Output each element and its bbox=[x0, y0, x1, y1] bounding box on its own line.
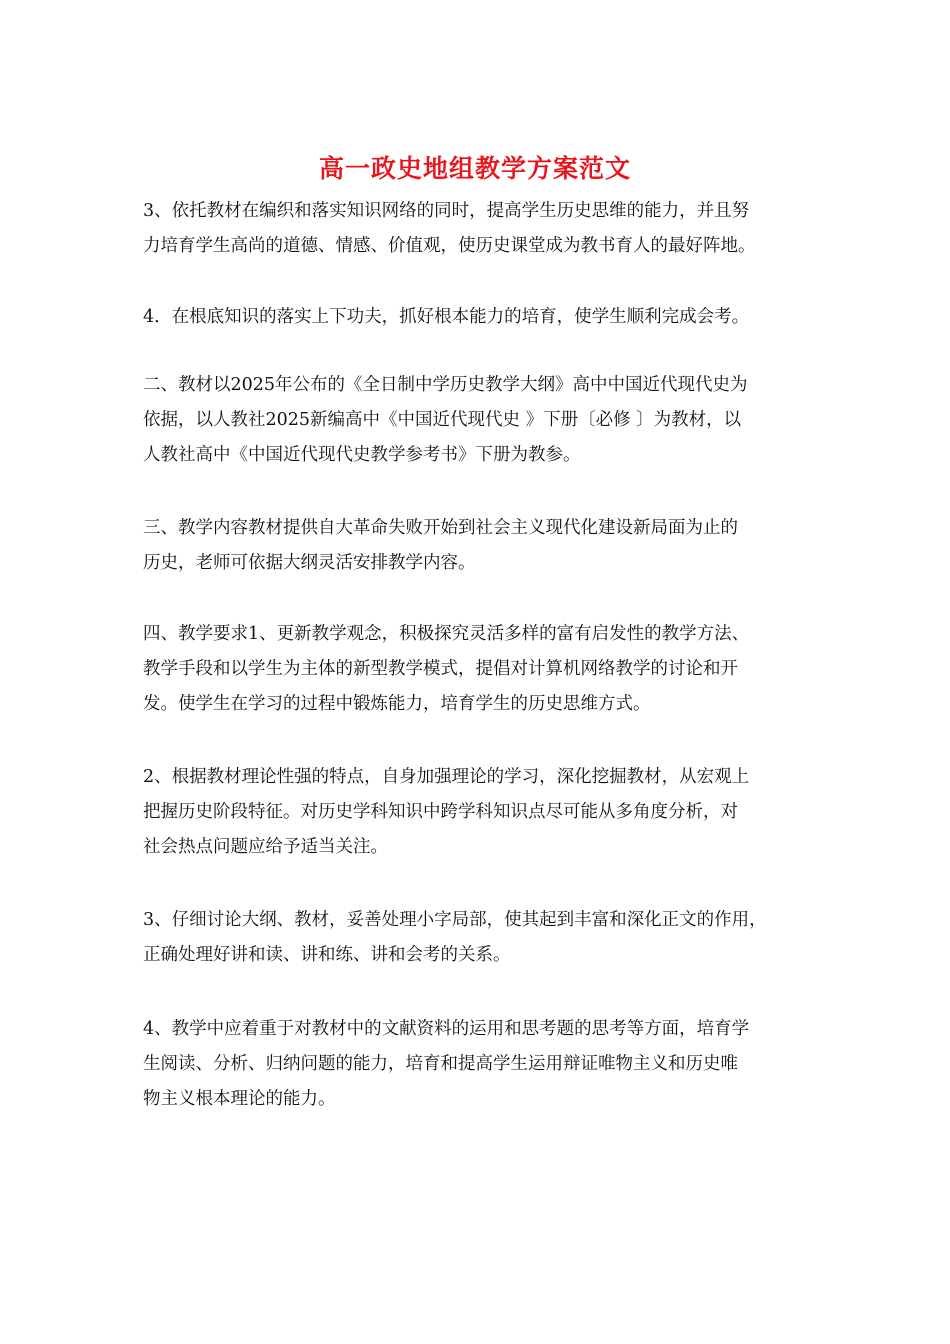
paragraph-line: 教学手段和以学生为主体的新型教学模式，提倡对计算机网络教学的讨论和开 bbox=[143, 659, 738, 679]
paragraph bbox=[143, 760, 815, 865]
paragraph bbox=[143, 903, 815, 973]
paragraph-line: 发。使学生在学习的过程中锻炼能力，培育学生的历史思维方式。 bbox=[143, 694, 651, 714]
paragraph bbox=[143, 1012, 815, 1117]
paragraph bbox=[143, 300, 815, 335]
paragraph bbox=[143, 194, 815, 264]
paragraph-line: 2、根据教材理论性强的特点，自身加强理论的学习，深化挖掘教材，从宏观上 bbox=[143, 767, 750, 787]
paragraph-line: 二、教材以2025年公布的《全日制中学历史教学大纲》高中中国近代现代史为 bbox=[143, 375, 748, 395]
document-title: 高一政史地组教学方案范文 bbox=[318, 154, 631, 183]
paragraph-line: 社会热点问题应给予适当关注。 bbox=[143, 837, 388, 857]
paragraph-line: 依据，以人教社2025新编高中《中国近代现代史 》下册〔必修 〕为教材，以 bbox=[143, 410, 742, 430]
paragraph-line: 4．在根底知识的落实上下功夫，抓好根本能力的培育，使学生顺利完成会考。 bbox=[143, 307, 750, 327]
paragraph-line: 历史，老师可依据大纲灵活安排教学内容。 bbox=[143, 553, 476, 573]
paragraph-line: 正确处理好讲和读、讲和练、讲和会考的关系。 bbox=[143, 945, 511, 965]
paragraph-line: 力培育学生高尚的道德、情感、价值观，使历史课堂成为教书育人的最好阵地。 bbox=[143, 236, 756, 256]
paragraph bbox=[143, 511, 815, 581]
paragraph-line: 3、依托教材在编织和落实知识网络的同时，提高学生历史思维的能力，并且努 bbox=[143, 201, 750, 221]
paragraph-line: 生阅读、分析、归纳问题的能力，培育和提高学生运用辩证唯物主义和历史唯 bbox=[143, 1054, 738, 1074]
paragraph-line: 把握历史阶段特征。对历史学科知识中跨学科知识点尽可能从多角度分析，对 bbox=[143, 802, 738, 822]
paragraph-line: 3、仔细讨论大纲、教材，妥善处理小字局部，使其起到丰富和深化正文的作用， bbox=[143, 910, 767, 930]
paragraph-line: 人教社高中《中国近代现代史教学参考书》下册为教参。 bbox=[143, 445, 581, 465]
paragraph-line: 三、教学内容教材提供自大革命失败开始到社会主义现代化建设新局面为止的 bbox=[143, 518, 738, 538]
paragraph-line: 四、教学要求1、更新教学观念，积极探究灵活多样的富有启发性的教学方法、 bbox=[143, 624, 750, 644]
paragraph-line: 4、教学中应着重于对教材中的文献资料的运用和思考题的思考等方面，培育学 bbox=[143, 1019, 750, 1039]
paragraph-line: 物主义根本理论的能力。 bbox=[143, 1089, 336, 1109]
paragraph bbox=[143, 617, 815, 722]
paragraph bbox=[143, 368, 815, 473]
